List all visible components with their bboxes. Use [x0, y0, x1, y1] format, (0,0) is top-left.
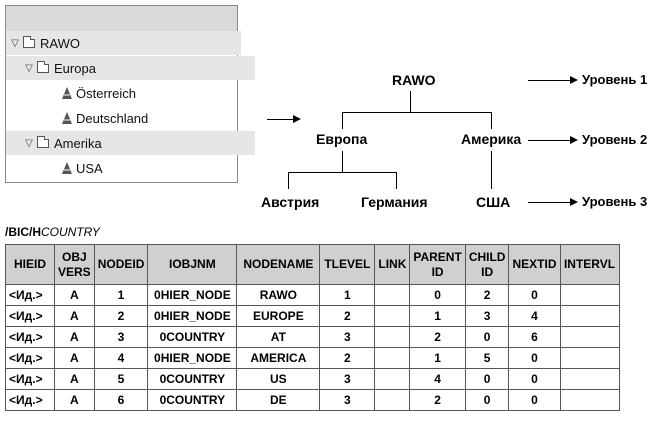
hierarchy-tree-panel [5, 5, 238, 183]
column-header: NEXTID [509, 245, 560, 285]
table-cell: <Ид.> [6, 306, 55, 327]
tree-header-bar [6, 6, 237, 32]
tree-node-label: USA [76, 160, 103, 176]
table-cell [375, 369, 410, 390]
table-row [6, 306, 620, 327]
table-cell: 0 [465, 390, 509, 411]
column-header: CHILD ID [465, 245, 509, 285]
table-cell: 0 [465, 327, 509, 348]
connector-line [396, 172, 397, 189]
table-header-row [6, 245, 620, 285]
table-cell: 0 [509, 369, 560, 390]
column-header: TLEVEL [320, 245, 375, 285]
tree-node-label: RAWO [40, 35, 80, 51]
table-cell: 1 [94, 285, 148, 306]
table-cell: EUROPE [237, 306, 320, 327]
table-cell: 2 [320, 306, 375, 327]
table-cell [560, 369, 619, 390]
table-row [6, 327, 620, 348]
characteristic-value-icon [61, 86, 73, 100]
table-cell [560, 285, 619, 306]
table-cell: 0HIER_NODE [148, 285, 237, 306]
table-cell: 6 [509, 327, 560, 348]
diagram-node-europa: Европа [316, 131, 368, 147]
table-cell: 0HIER_NODE [148, 306, 237, 327]
table-cell: 1 [320, 285, 375, 306]
diagram-node-usa: США [476, 194, 511, 210]
table-cell: 5 [94, 369, 148, 390]
table-cell: 3 [465, 306, 509, 327]
table-cell [375, 285, 410, 306]
table-cell: 1 [410, 306, 465, 327]
diagram-node-germany: Германия [361, 194, 428, 210]
pointer-arrow-icon [293, 115, 301, 123]
connector-line [342, 151, 343, 172]
level-2-label: Уровень 2 [582, 132, 648, 147]
table-cell: 4 [94, 348, 148, 369]
column-header: NODEID [94, 245, 148, 285]
connector-line [288, 172, 396, 173]
table-cell: 0COUNTRY [148, 327, 237, 348]
connector-line [342, 112, 491, 113]
table-cell: AMERICA [237, 348, 320, 369]
diagram-node-austria: Австрия [261, 194, 320, 210]
connector-line [410, 91, 411, 112]
table-cell [560, 327, 619, 348]
pointer-arrow-line [267, 119, 293, 120]
table-cell: 2 [410, 327, 465, 348]
folder-icon [37, 139, 49, 148]
table-cell: AT [237, 327, 320, 348]
connector-line [342, 112, 343, 129]
folder-icon [37, 64, 49, 73]
table-cell: A [55, 327, 95, 348]
table-row [6, 348, 620, 369]
diagram-node-amerika: Америка [461, 131, 522, 147]
arrow-right-icon [570, 136, 578, 144]
column-header: LINK [375, 245, 410, 285]
table-cell: 0COUNTRY [148, 390, 237, 411]
table-cell: 4 [410, 369, 465, 390]
table-cell: 2 [320, 348, 375, 369]
table-title-prefix: /BIC/H [5, 225, 41, 239]
diagram-root-node: RAWO [392, 72, 436, 88]
level-arrow-line [528, 202, 570, 203]
table-cell: 0 [465, 369, 509, 390]
table-cell [375, 306, 410, 327]
tree-node-osterreich[interactable] [6, 81, 292, 105]
level-3-label: Уровень 3 [582, 194, 648, 209]
table-cell [560, 348, 619, 369]
connector-line [288, 172, 289, 189]
table-cell [375, 390, 410, 411]
table-cell: 6 [94, 390, 148, 411]
level-arrow-line [528, 80, 570, 81]
table-cell: <Ид.> [6, 285, 55, 306]
characteristic-value-icon [61, 111, 73, 125]
table-cell: A [55, 348, 95, 369]
column-header: NODENAME [237, 245, 320, 285]
table-cell: 2 [465, 285, 509, 306]
table-cell: 0 [509, 348, 560, 369]
table-cell: A [55, 285, 95, 306]
tree-node-deutschland[interactable] [6, 106, 292, 130]
column-header: INTERVL [560, 245, 619, 285]
tree-node-europa[interactable] [6, 56, 255, 80]
expand-triangle-icon[interactable]: ▽ [25, 62, 33, 74]
table-cell: 5 [465, 348, 509, 369]
table-cell: DE [237, 390, 320, 411]
table-cell: A [55, 390, 95, 411]
table-cell: <Ид.> [6, 369, 55, 390]
table-cell [375, 348, 410, 369]
table-cell: 0 [509, 285, 560, 306]
tree-node-usa[interactable] [6, 156, 292, 180]
arrow-right-icon [570, 76, 578, 84]
column-header: PARENT ID [410, 245, 465, 285]
column-header: OBJ VERS [55, 245, 95, 285]
table-cell: 0HIER_NODE [148, 348, 237, 369]
table-cell: 2 [410, 390, 465, 411]
table-title-name: COUNTRY [41, 225, 100, 239]
tree-node-label: Europa [54, 60, 96, 76]
table-row [6, 390, 620, 411]
table-cell: 0COUNTRY [148, 369, 237, 390]
table-cell [560, 306, 619, 327]
expand-triangle-icon[interactable]: ▽ [25, 137, 33, 149]
table-cell: RAWO [237, 285, 320, 306]
table-cell: US [237, 369, 320, 390]
column-header: HIEID [6, 245, 55, 285]
table-row [6, 369, 620, 390]
tree-node-label: Amerika [54, 135, 102, 151]
tree-node-amerika[interactable] [6, 131, 255, 155]
table-cell: <Ид.> [6, 390, 55, 411]
level-1-label: Уровень 1 [582, 72, 648, 87]
hierarchy-table [5, 244, 620, 411]
column-header: IOBJNM [148, 245, 237, 285]
table-cell [375, 327, 410, 348]
level-arrow-line [528, 140, 570, 141]
table-cell: 2 [94, 306, 148, 327]
table-cell: <Ид.> [6, 348, 55, 369]
expand-triangle-icon[interactable]: ▽ [11, 37, 19, 49]
table-title [5, 225, 100, 239]
table-cell: 0 [509, 390, 560, 411]
table-cell: A [55, 369, 95, 390]
table-cell [560, 390, 619, 411]
folder-icon [23, 39, 35, 48]
table-row [6, 285, 620, 306]
table-cell: 0 [410, 285, 465, 306]
table-cell: 3 [320, 390, 375, 411]
table-cell: A [55, 306, 95, 327]
table-cell: 3 [320, 369, 375, 390]
connector-line [491, 112, 492, 129]
table-cell: 3 [320, 327, 375, 348]
characteristic-value-icon [61, 161, 73, 175]
tree-node-rawo[interactable] [6, 31, 241, 55]
table-cell: 4 [509, 306, 560, 327]
table-cell: 3 [94, 327, 148, 348]
tree-node-label: Deutschland [76, 110, 149, 126]
arrow-right-icon [570, 198, 578, 206]
table-cell: 1 [410, 348, 465, 369]
tree-node-label: Österreich [76, 85, 136, 101]
connector-line [491, 151, 492, 189]
table-cell: <Ид.> [6, 327, 55, 348]
